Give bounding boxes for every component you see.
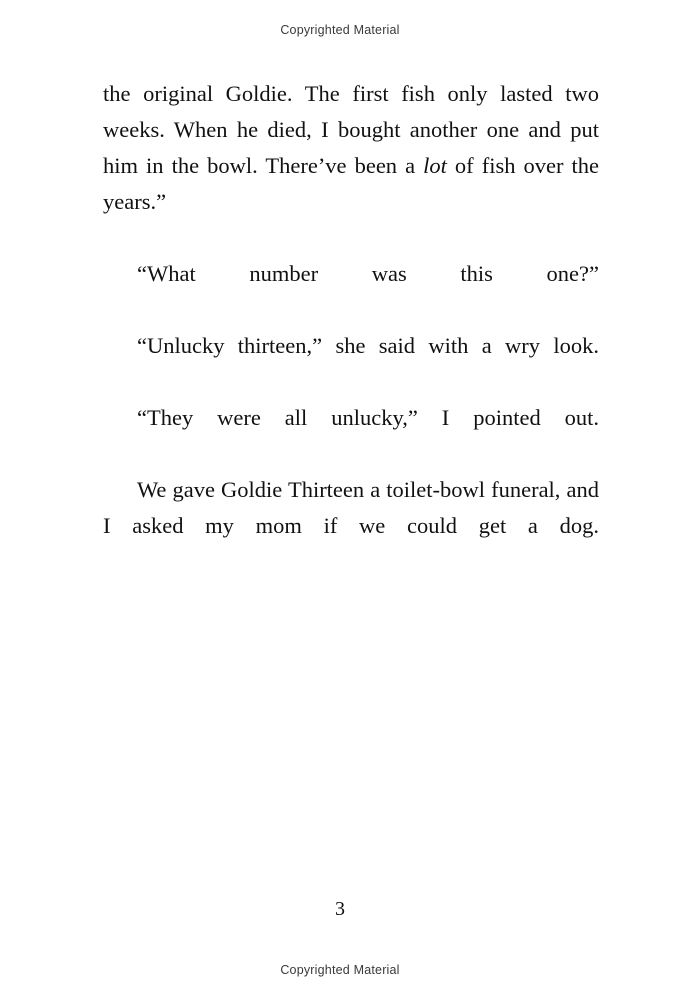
copyright-watermark-top: Copyrighted Material	[280, 23, 400, 37]
paragraph-1-italic-word: lot	[423, 153, 447, 178]
paragraph-3: “Unlucky thirteen,” she said with a wry look.	[137, 333, 599, 358]
paragraph-1	[103, 76, 599, 256]
paragraph-4: “They were all unlucky,” I pointed out.	[137, 405, 599, 430]
copyright-watermark-bottom: Copyrighted Material	[280, 963, 400, 977]
paragraph-2: “What number was this one?”	[137, 261, 599, 286]
paragraph-5: We gave Goldie Thirteen a toilet-bowl funeral, and I asked my mom if we could get a dog.	[103, 477, 599, 538]
paragraph-1-text-before-italic: the original Goldie. The first fish only lasted two weeks. When he died, I bought another one and put him in the bowl. There’ve been a	[103, 81, 599, 178]
page-body-text	[103, 76, 599, 580]
paragraph-1-text-after-italic: of fish over the years.”	[103, 153, 599, 214]
page-number: 3	[335, 898, 345, 920]
